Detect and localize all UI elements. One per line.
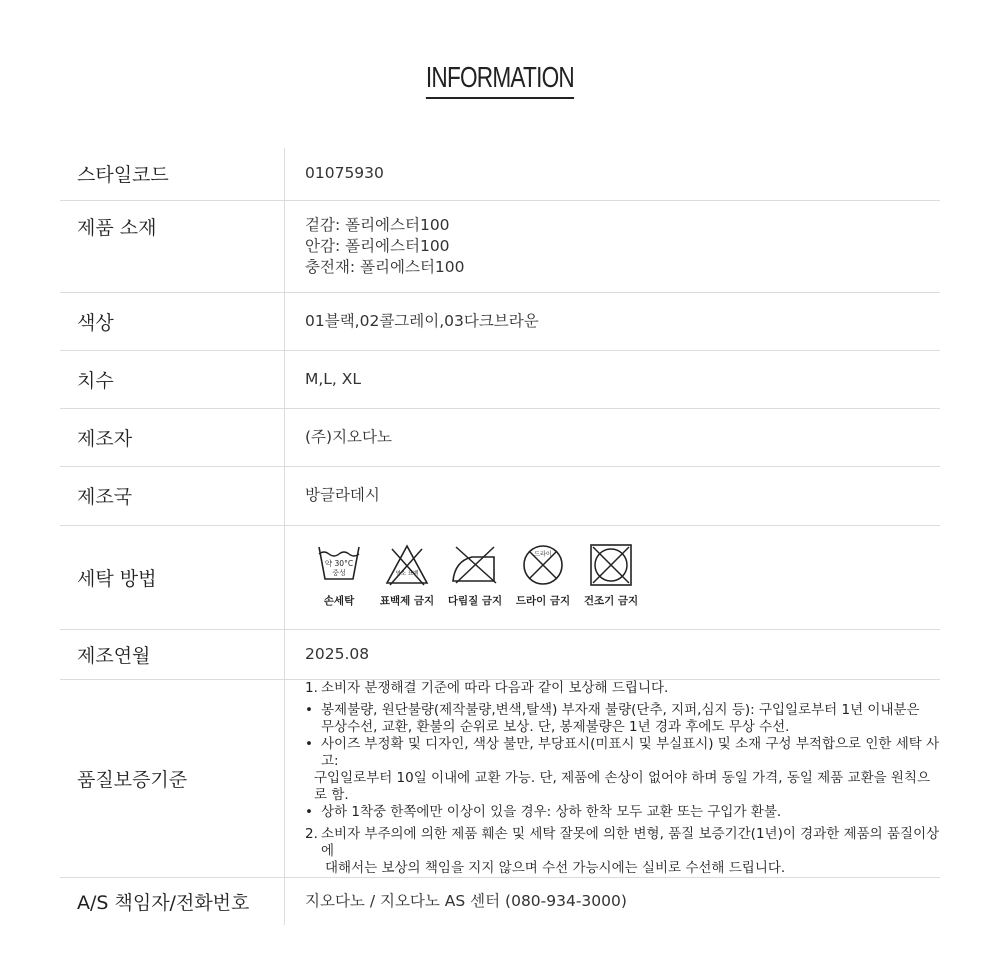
row-value-maker: (주)지오다노: [285, 408, 941, 466]
row-value-date: 2025.08: [285, 629, 941, 679]
list-item: 2. 소비자 부주의에 의한 제품 훼손 및 세탁 잘못에 의한 변형, 품질 보증기간(1년)이 경과한 제품의 품질이상에 대해서는 보상의 책임을 지지 않으며 수선 가능시에는 실비로 수선해 드립니다.: [305, 825, 940, 876]
row-value-washing: [285, 525, 941, 629]
row-label-warranty: 품질보증기준: [60, 679, 285, 877]
page-title-wrap: [0, 60, 1000, 99]
no-bleach-text: 염소 표백: [395, 570, 419, 577]
table-row: [60, 877, 940, 925]
no-bleach-icon: [384, 543, 430, 587]
row-value-style-code: 01075930: [285, 148, 941, 200]
list-item: 1. 소비자 분쟁해결 기준에 따라 다음과 같이 보상해 드립니다.: [305, 679, 669, 696]
care-label-no-dry-clean: 드라이 금지: [515, 594, 571, 607]
table-row: [60, 200, 940, 292]
care-label-no-bleach: 표백제 금지: [379, 594, 435, 607]
care-label-hand-wash: 손세탁: [323, 594, 355, 607]
list-item: • 봉제불량, 원단불량(제작불량,변색,탈색) 부자재 불량(단추, 지퍼,심지 등): 구입일로부터 1년 이내분은 무상수선, 교환, 환불의 순위로 보상. 단, 봉제불량은 1년 경과 후에도 무상 수선.: [305, 701, 920, 735]
care-icons: [305, 543, 940, 612]
hand-wash-detergent: 중성: [332, 568, 346, 577]
table-row: [60, 350, 940, 408]
table-row: [60, 679, 940, 877]
care-item: [509, 543, 577, 612]
row-value-country: 방글라데시: [285, 466, 941, 525]
row-value-color: 01블랙,02콜그레이,03다크브라운: [285, 292, 941, 350]
no-dry-clean-text: 드라이: [534, 550, 552, 558]
warranty-text: [305, 680, 940, 877]
row-label-maker: 제조자: [60, 408, 285, 466]
material-line: 충전재: 폴리에스터100: [305, 257, 465, 276]
row-label-country: 제조국: [60, 466, 285, 525]
row-label-washing: 세탁 방법: [60, 525, 285, 629]
list-item: • 상하 1착중 한쪽에만 이상이 있을 경우: 상하 한착 모두 교환 또는 구입가 환불.: [305, 803, 782, 820]
table-row: [60, 292, 940, 350]
row-value-as: 지오다노 / 지오다노 AS 센터 (080-934-3000): [305, 891, 627, 910]
material-line: 겉감: 폴리에스터100: [305, 215, 450, 234]
page-title: INFORMATION: [426, 60, 574, 99]
row-label-date: 제조연월: [60, 629, 285, 679]
information-table: [60, 148, 940, 925]
table-row: [60, 408, 940, 466]
list-item: • 사이즈 부정확 및 디자인, 색상 불만, 부당표시(미표시 및 부실표시) 및 소재 구성 부적합으로 인한 세탁 사고: 구입일로부터 10일 이내에 교환 가능. 단, 제품에 손상이 없어야 하며 동일 가격, 동일 제품 교환을 원칙으로 함.: [305, 735, 940, 803]
hand-wash-temp: 약 30°C: [324, 558, 354, 568]
row-label-style-code: 스타일코드: [60, 148, 285, 200]
no-dry-clean-icon: [520, 543, 566, 587]
row-label-material: 제품 소재: [60, 200, 285, 292]
care-label-no-iron: 다림질 금지: [447, 594, 503, 607]
care-item: [373, 543, 441, 612]
material-line: 안감: 폴리에스터100: [305, 236, 450, 255]
care-item: [441, 543, 509, 612]
row-label-color: 색상: [60, 292, 285, 350]
care-item: [305, 543, 373, 612]
care-label-no-tumble-dry: 건조기 금지: [583, 594, 639, 607]
no-tumble-dry-icon: [588, 543, 634, 587]
table-row: [60, 525, 940, 629]
row-label-as: A/S 책임자/전화번호: [60, 877, 285, 925]
hand-wash-icon: [316, 543, 362, 587]
table-row: [60, 629, 940, 679]
row-value-warranty: [285, 679, 941, 877]
row-value-material: [285, 200, 941, 292]
table-row: [60, 148, 940, 200]
table-row: [60, 466, 940, 525]
care-item: [577, 543, 645, 612]
row-value-size: M,L, XL: [285, 350, 941, 408]
row-label-size: 치수: [60, 350, 285, 408]
no-iron-icon: [450, 543, 500, 587]
